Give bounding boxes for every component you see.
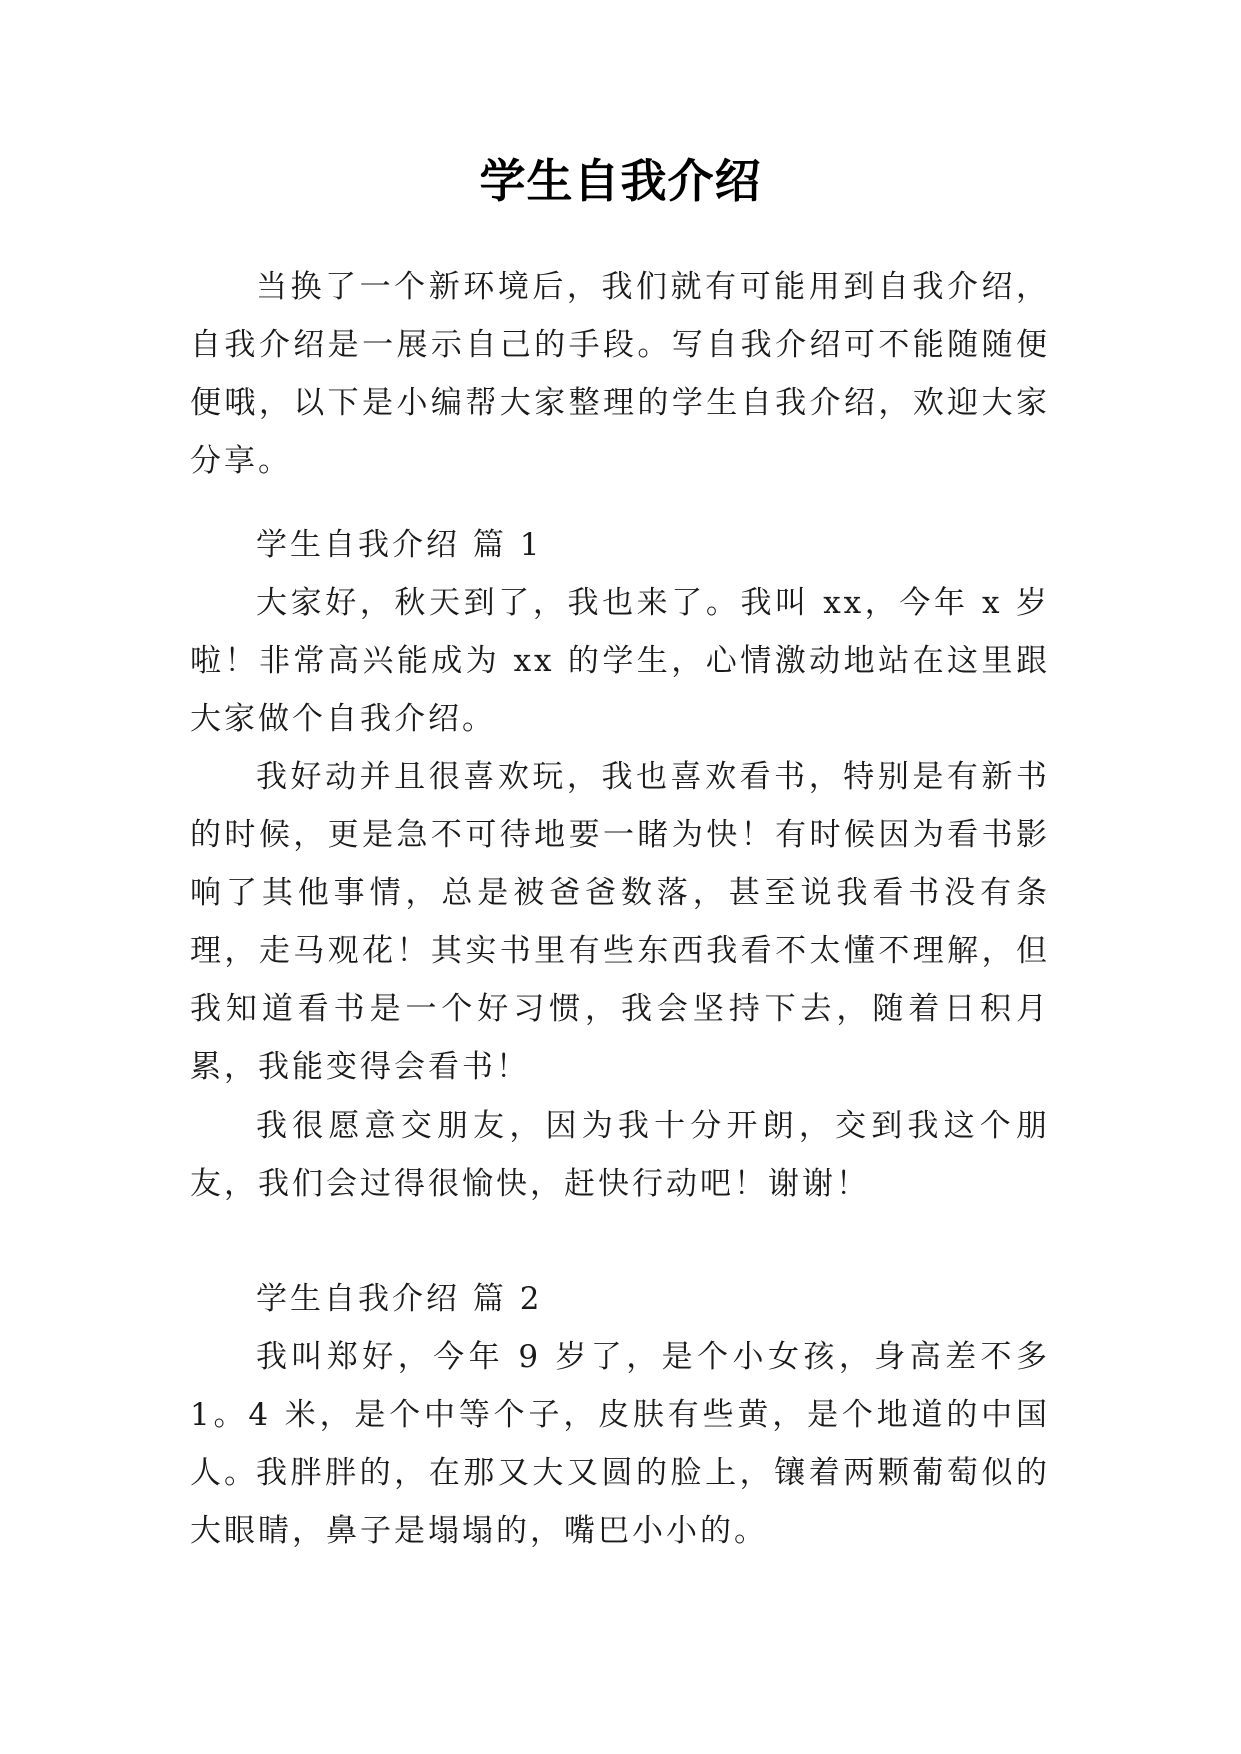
section-1-paragraph-3: 我很愿意交朋友，因为我十分开朗，交到我这个朋友，我们会过得很愉快，赶快行动吧！谢谢！ — [190, 1108, 1050, 1202]
section-1-paragraph-2: 我好动并且很喜欢玩，我也喜欢看书，特别是有新书的时候，更是急不可待地要一睹为快！有时候因为看书影响了其他事情，总是被爸爸数落，甚至说我看书没有条理，走马观花！其实书里有些东西我看不太懂不理解，但我知道看书是一个好习惯，我会坚持下去，随着日积月累，我能变得会看书！ — [190, 759, 1050, 1085]
section-2-paragraph-2: 我胖胖的，在那又大又圆的脸上，镶着两颗葡萄似的大眼睛，鼻子是塌塌的，嘴巴小小的。 — [190, 1455, 1050, 1549]
section-heading-2: 学生自我介绍 篇 2 — [256, 1281, 543, 1317]
section-heading-1: 学生自我介绍 篇 1 — [256, 527, 543, 563]
document-title: 学生自我介绍 — [479, 154, 762, 208]
intro-paragraph: 当换了一个新环境后，我们就有可能用到自我介绍，自我介绍是一展示自己的手段。写自我介绍可不能随随便便哦，以下是小编帮大家整理的学生自我介绍，欢迎大家分享。 — [190, 269, 1050, 479]
section-1-paragraph-1: 大家好，秋天到了，我也来了。我叫 xx，今年 x 岁啦！非常高兴能成为 xx 的学生，心情激动地站在这里跟大家做个自我介绍。 — [190, 585, 1050, 737]
section-2-paragraph-1: 我叫郑好，今年 9 岁了，是个小女孩，身高差不多 1。4 米，是个中等个子，皮肤有些黄，是个地道的中国人。 — [190, 1339, 1050, 1491]
